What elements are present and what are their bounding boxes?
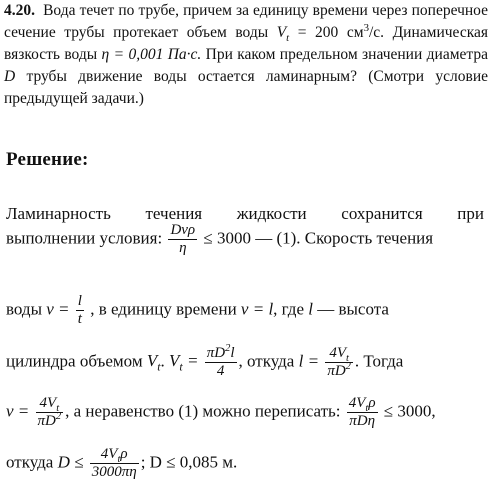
inequality-denominator: πDη <box>349 413 376 429</box>
volume-symbol: $V_t$ <box>276 24 290 45</box>
solution-line-5: v = $\frac{4V_t}{\pi D^2}$ , а неравенство (1) можно переписать: $\frac{4V_t\rho}{\text{πDη}}$ ≤ 3000, <box>6 395 436 429</box>
viscosity-value: η = 0,001 Па·с. <box>101 46 202 63</box>
height-symbol: l <box>308 299 313 319</box>
inequality-limit: ≤ 3000 <box>383 401 432 421</box>
problem-text-2: Динамическая вязкость воды <box>4 24 489 63</box>
velocity-eq: v = <box>46 299 70 319</box>
reynolds-limit: ≤ 3000 <box>203 228 251 248</box>
l-fraction <box>325 345 353 380</box>
then-text: . Тогда <box>354 351 404 371</box>
l-eq: l = <box>298 351 320 371</box>
condition-tail: — (1). Скорость течения <box>255 228 434 248</box>
volume-eq: $V_t$ = <box>169 351 199 374</box>
v-fraction <box>36 395 64 430</box>
problem-text-1: Вода течет по трубе, причем за единицу времени через поперечное сечение трубы протекает объем воды <box>4 2 489 41</box>
d-le: D ≤ <box>57 452 84 472</box>
v-numerator: $4V_t$ <box>36 395 64 413</box>
velocity-intro: воды <box>6 299 42 319</box>
solution-line-1 <box>6 204 484 224</box>
solution-line-2 <box>6 222 484 257</box>
volume-symbol-2: $V_t$ <box>146 351 161 374</box>
whence-text: , откуда <box>238 351 295 371</box>
problem-text-3: При каком предельном значении диаметра <box>205 46 488 63</box>
v-denominator: $\pi D^2$ <box>37 411 62 429</box>
l-numerator: $4V_t$ <box>325 345 353 363</box>
velocity-denominator: t <box>77 311 82 327</box>
reynolds-denominator: η <box>179 240 187 256</box>
solution-title: Решение: <box>6 149 89 170</box>
unit-time-text: , в единицу времени <box>90 299 237 319</box>
final-numerator: $4V_t\rho$ <box>90 446 139 464</box>
inequality-fraction <box>347 395 378 430</box>
diameter-symbol: D <box>4 68 16 85</box>
rewrite-text: , а неравенство (1) можно переписать: <box>65 401 341 421</box>
reynolds-fraction <box>168 222 197 257</box>
solution-line-3 <box>6 293 484 328</box>
velocity-numerator: l <box>77 293 82 309</box>
l-denominator: $\pi D^2$ <box>327 361 351 379</box>
velocity-fraction <box>76 293 84 328</box>
final-denominator: 3000πη <box>91 464 137 480</box>
problem-statement <box>4 0 488 110</box>
volume-value: = 200 $см^3/с$. <box>297 21 385 41</box>
volume-numerator: $\pi D^2l$ <box>206 343 235 361</box>
volume-denominator: 4 <box>216 363 225 379</box>
solution-line-1-text: Ламинарность течения жидкости сохранится при <box>6 204 484 223</box>
v-eq-2: v = <box>6 401 30 421</box>
solution-line-4: цилиндра объемом $V_t$. $V_t$ = $\frac{\pi D^2l}{4}$ , откуда l = $\frac{4V_t}{\pi D^2}$ . Тогда <box>6 343 404 379</box>
solution-line-6: откуда D ≤ $\frac{4V_t\rho}{3000\pi\eta}$ ; D ≤ 0,085 м. <box>6 446 238 480</box>
height-text: — высота <box>317 299 389 319</box>
where-text: , где <box>273 299 304 319</box>
reynolds-numerator: Dvρ <box>170 222 196 238</box>
velocity-equals-l: v = l <box>240 299 274 319</box>
cylinder-text: цилиндра объемом <box>6 351 143 371</box>
final-answer: D ≤ 0,085 м. <box>149 452 238 472</box>
final-fraction <box>90 446 139 481</box>
problem-text-4: трубы движение воды остается ламинарным? (Смотри условие предыдущей задачи.) <box>4 68 488 107</box>
problem-number: 4.20. <box>4 2 35 19</box>
inequality-numerator: $4V_t\rho$ <box>348 395 376 414</box>
condition-intro: выполнении условия: <box>6 228 163 248</box>
whence-text-2: откуда <box>6 452 54 472</box>
volume-fraction <box>205 345 237 380</box>
